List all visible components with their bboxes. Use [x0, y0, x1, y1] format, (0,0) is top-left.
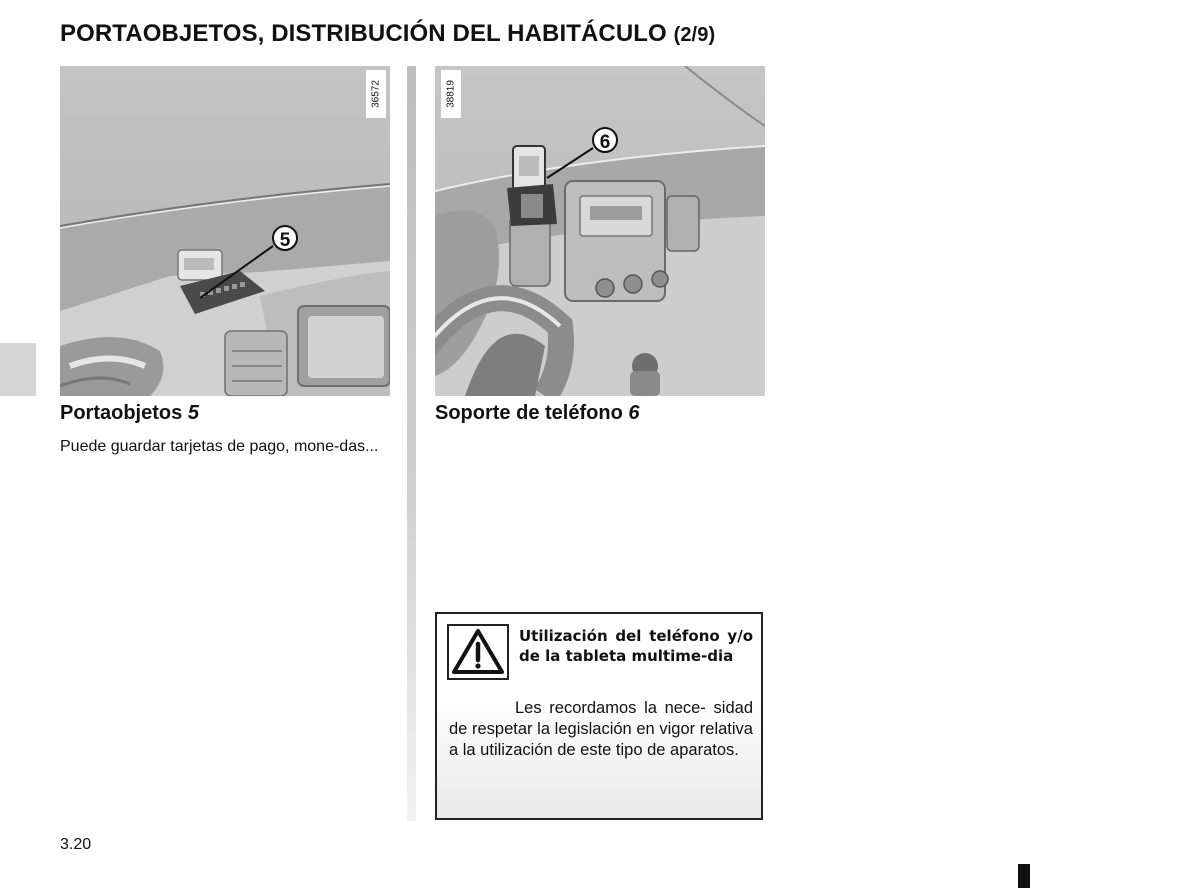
- phone-holder-heading: Soporte de teléfono 6: [435, 402, 640, 424]
- callout-5: 5: [279, 230, 291, 251]
- card-holder-illustration: [60, 66, 390, 396]
- illustration-ref-number: 36572: [366, 70, 386, 118]
- page-title: [60, 20, 715, 48]
- warning-text: Les recordamos la nece- sidad de respetar la legislación en vigor relativa a la utilización de este tipo de aparatos.: [449, 699, 753, 759]
- page-title-text: PORTAOBJETOS, DISTRIBUCIÓN DEL HABITÁCULO: [60, 20, 667, 47]
- illustration-ref-number: 38819: [441, 70, 461, 118]
- column-divider: [407, 66, 416, 821]
- callout-6: 6: [599, 132, 611, 153]
- chapter-tab: [0, 343, 36, 396]
- phone-holder-illustration: [435, 66, 765, 396]
- warning-title: Utilización del teléfono y/o de la tableta multime-dia: [519, 627, 753, 665]
- corner-mark: [1018, 864, 1030, 888]
- warning-triangle-icon: [447, 624, 509, 680]
- page-number: 3.20: [60, 836, 92, 853]
- card-holder-heading: Portaobjetos 5: [60, 402, 199, 424]
- page-indicator: (2/9): [673, 24, 716, 46]
- warning-box: [435, 612, 763, 820]
- card-holder-description: Puede guardar tarjetas de pago, mone-das...: [60, 438, 379, 455]
